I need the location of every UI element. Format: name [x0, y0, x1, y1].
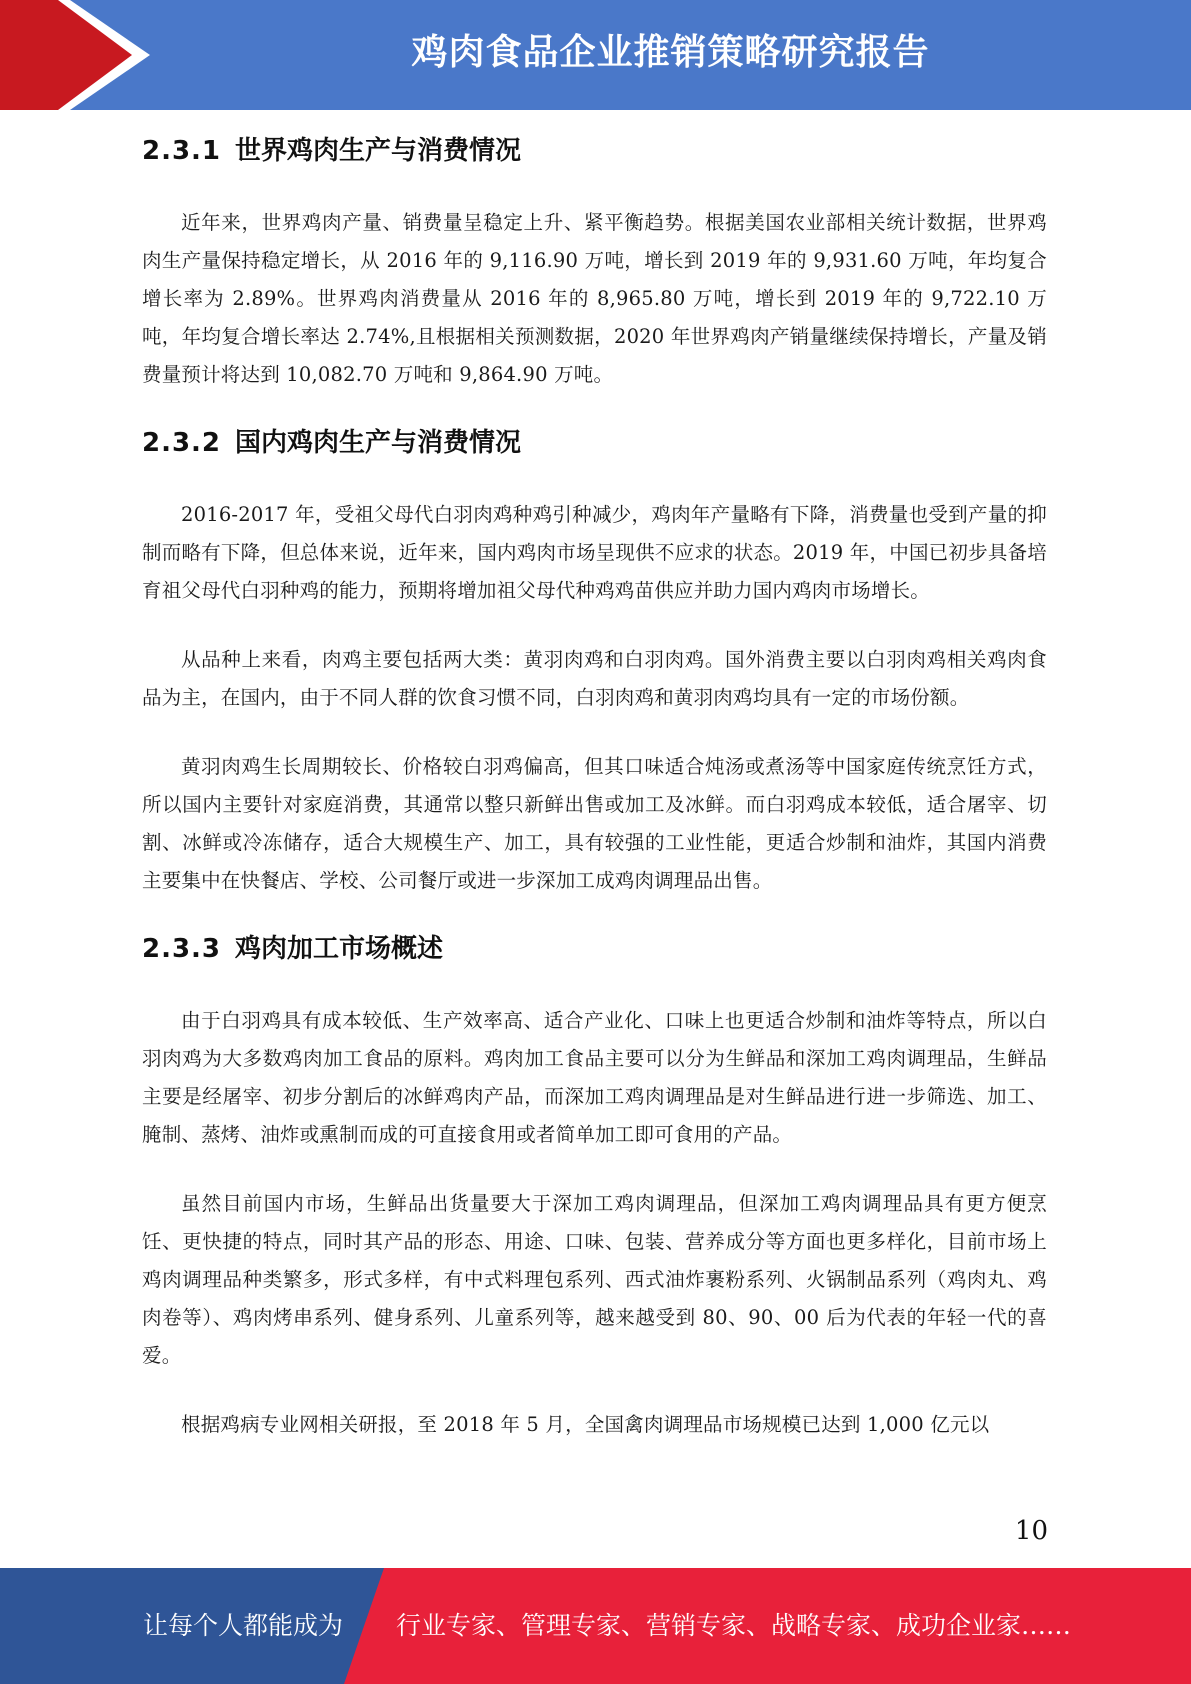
paragraph: 近年来，世界鸡肉产量、销费量呈稳定上升、紧平衡趋势。根据美国农业部相关统计数据，世界鸡肉生产量保持稳定增长，从 2016 年的 9,116.90 万吨，增长到 2019 年的 9,931.60 万吨，年均复合增长率为 2.89%。世界鸡肉消费量从 2016 年的 8,965.80 万吨，增长到 2019 年的 9,722.10 万吨，年均复合增长率达 2.74%,且根据相关预测数据，2020 年世界鸡肉产销量继续保持增长，产量及销费量预计将达到 10,082.70 万吨和 9,864.90 万吨。 — [142, 211, 1047, 386]
document-body — [142, 128, 1047, 1444]
section-title: 世界鸡肉生产与消费情况 — [235, 136, 522, 166]
section-heading — [142, 128, 1047, 174]
paragraph: 从品种上来看，肉鸡主要包括两大类：黄羽肉鸡和白羽肉鸡。国外消费主要以白羽肉鸡相关鸡肉食品为主，在国内，由于不同人群的饮食习惯不同，白羽肉鸡和黄羽肉鸡均具有一定的市场份额。 — [142, 648, 1047, 709]
header-title: 鸡肉食品企业推销策略研究报告 — [411, 32, 930, 73]
section-number: 2.3.1 — [142, 136, 222, 166]
section-title: 国内鸡肉生产与消费情况 — [235, 428, 522, 458]
page-footer — [0, 1568, 1191, 1684]
section-2-3-2 — [142, 420, 1047, 900]
paragraph: 2016-2017 年，受祖父母代白羽肉鸡种鸡引种减少，鸡肉年产量略有下降，消费量也受到产量的抑制而略有下降，但总体来说，近年来，国内鸡肉市场呈现供不应求的状态。2019 年，中国已初步具备培育祖父母代白羽种鸡的能力，预期将增加祖父母代种鸡鸡苗供应并助力国内鸡肉市场增长。 — [142, 503, 1047, 602]
page-header — [0, 0, 1191, 110]
page-number: 10 — [1014, 1516, 1048, 1546]
section-2-3-3 — [142, 926, 1047, 1444]
paragraph: 根据鸡病专业网相关研报，至 2018 年 5 月，全国禽肉调理品市场规模已达到 1,000 亿元以 — [181, 1413, 990, 1436]
footer-slogan-right: 行业专家、管理专家、营销专家、战略专家、成功企业家…… — [396, 1611, 1072, 1640]
section-number: 2.3.3 — [142, 934, 222, 964]
section-number: 2.3.2 — [142, 428, 222, 458]
section-2-3-1 — [142, 128, 1047, 394]
section-heading — [142, 420, 1047, 466]
section-heading — [142, 926, 1047, 972]
paragraph: 虽然目前国内市场，生鲜品出货量要大于深加工鸡肉调理品，但深加工鸡肉调理品具有更方便烹饪、更快捷的特点，同时其产品的形态、用途、口味、包装、营养成分等方面也更多样化，目前市场上鸡肉调理品种类繁多，形式多样，有中式料理包系列、西式油炸裹粉系列、火锅制品系列（鸡肉丸、鸡肉卷等）、鸡肉烤串系列、健身系列、儿童系列等，越来越受到 80、90、00 后为代表的年轻一代的喜爱。 — [142, 1192, 1047, 1367]
section-title: 鸡肉加工市场概述 — [235, 934, 444, 964]
paragraph: 黄羽肉鸡生长周期较长、价格较白羽鸡偏高，但其口味适合炖汤或煮汤等中国家庭传统烹饪方式，所以国内主要针对家庭消费，其通常以整只新鲜出售或加工及冰鲜。而白羽鸡成本较低，适合屠宰、切割、冰鲜或冷冻储存，适合大规模生产、加工，具有较强的工业性能，更适合炒制和油炸，其国内消费主要集中在快餐店、学校、公司餐厅或进一步深加工成鸡肉调理品出售。 — [142, 755, 1047, 892]
paragraph: 由于白羽鸡具有成本较低、生产效率高、适合产业化、口味上也更适合炒制和油炸等特点，所以白羽肉鸡为大多数鸡肉加工食品的原料。鸡肉加工食品主要可以分为生鲜品和深加工鸡肉调理品，生鲜品主要是经屠宰、初步分割后的冰鲜鸡肉产品，而深加工鸡肉调理品是对生鲜品进行进一步筛选、加工、腌制、蒸烤、油炸或熏制而成的可直接食用或者简单加工即可食用的产品。 — [142, 1009, 1047, 1146]
footer-slogan-left: 让每个人都能成为 — [143, 1611, 344, 1640]
